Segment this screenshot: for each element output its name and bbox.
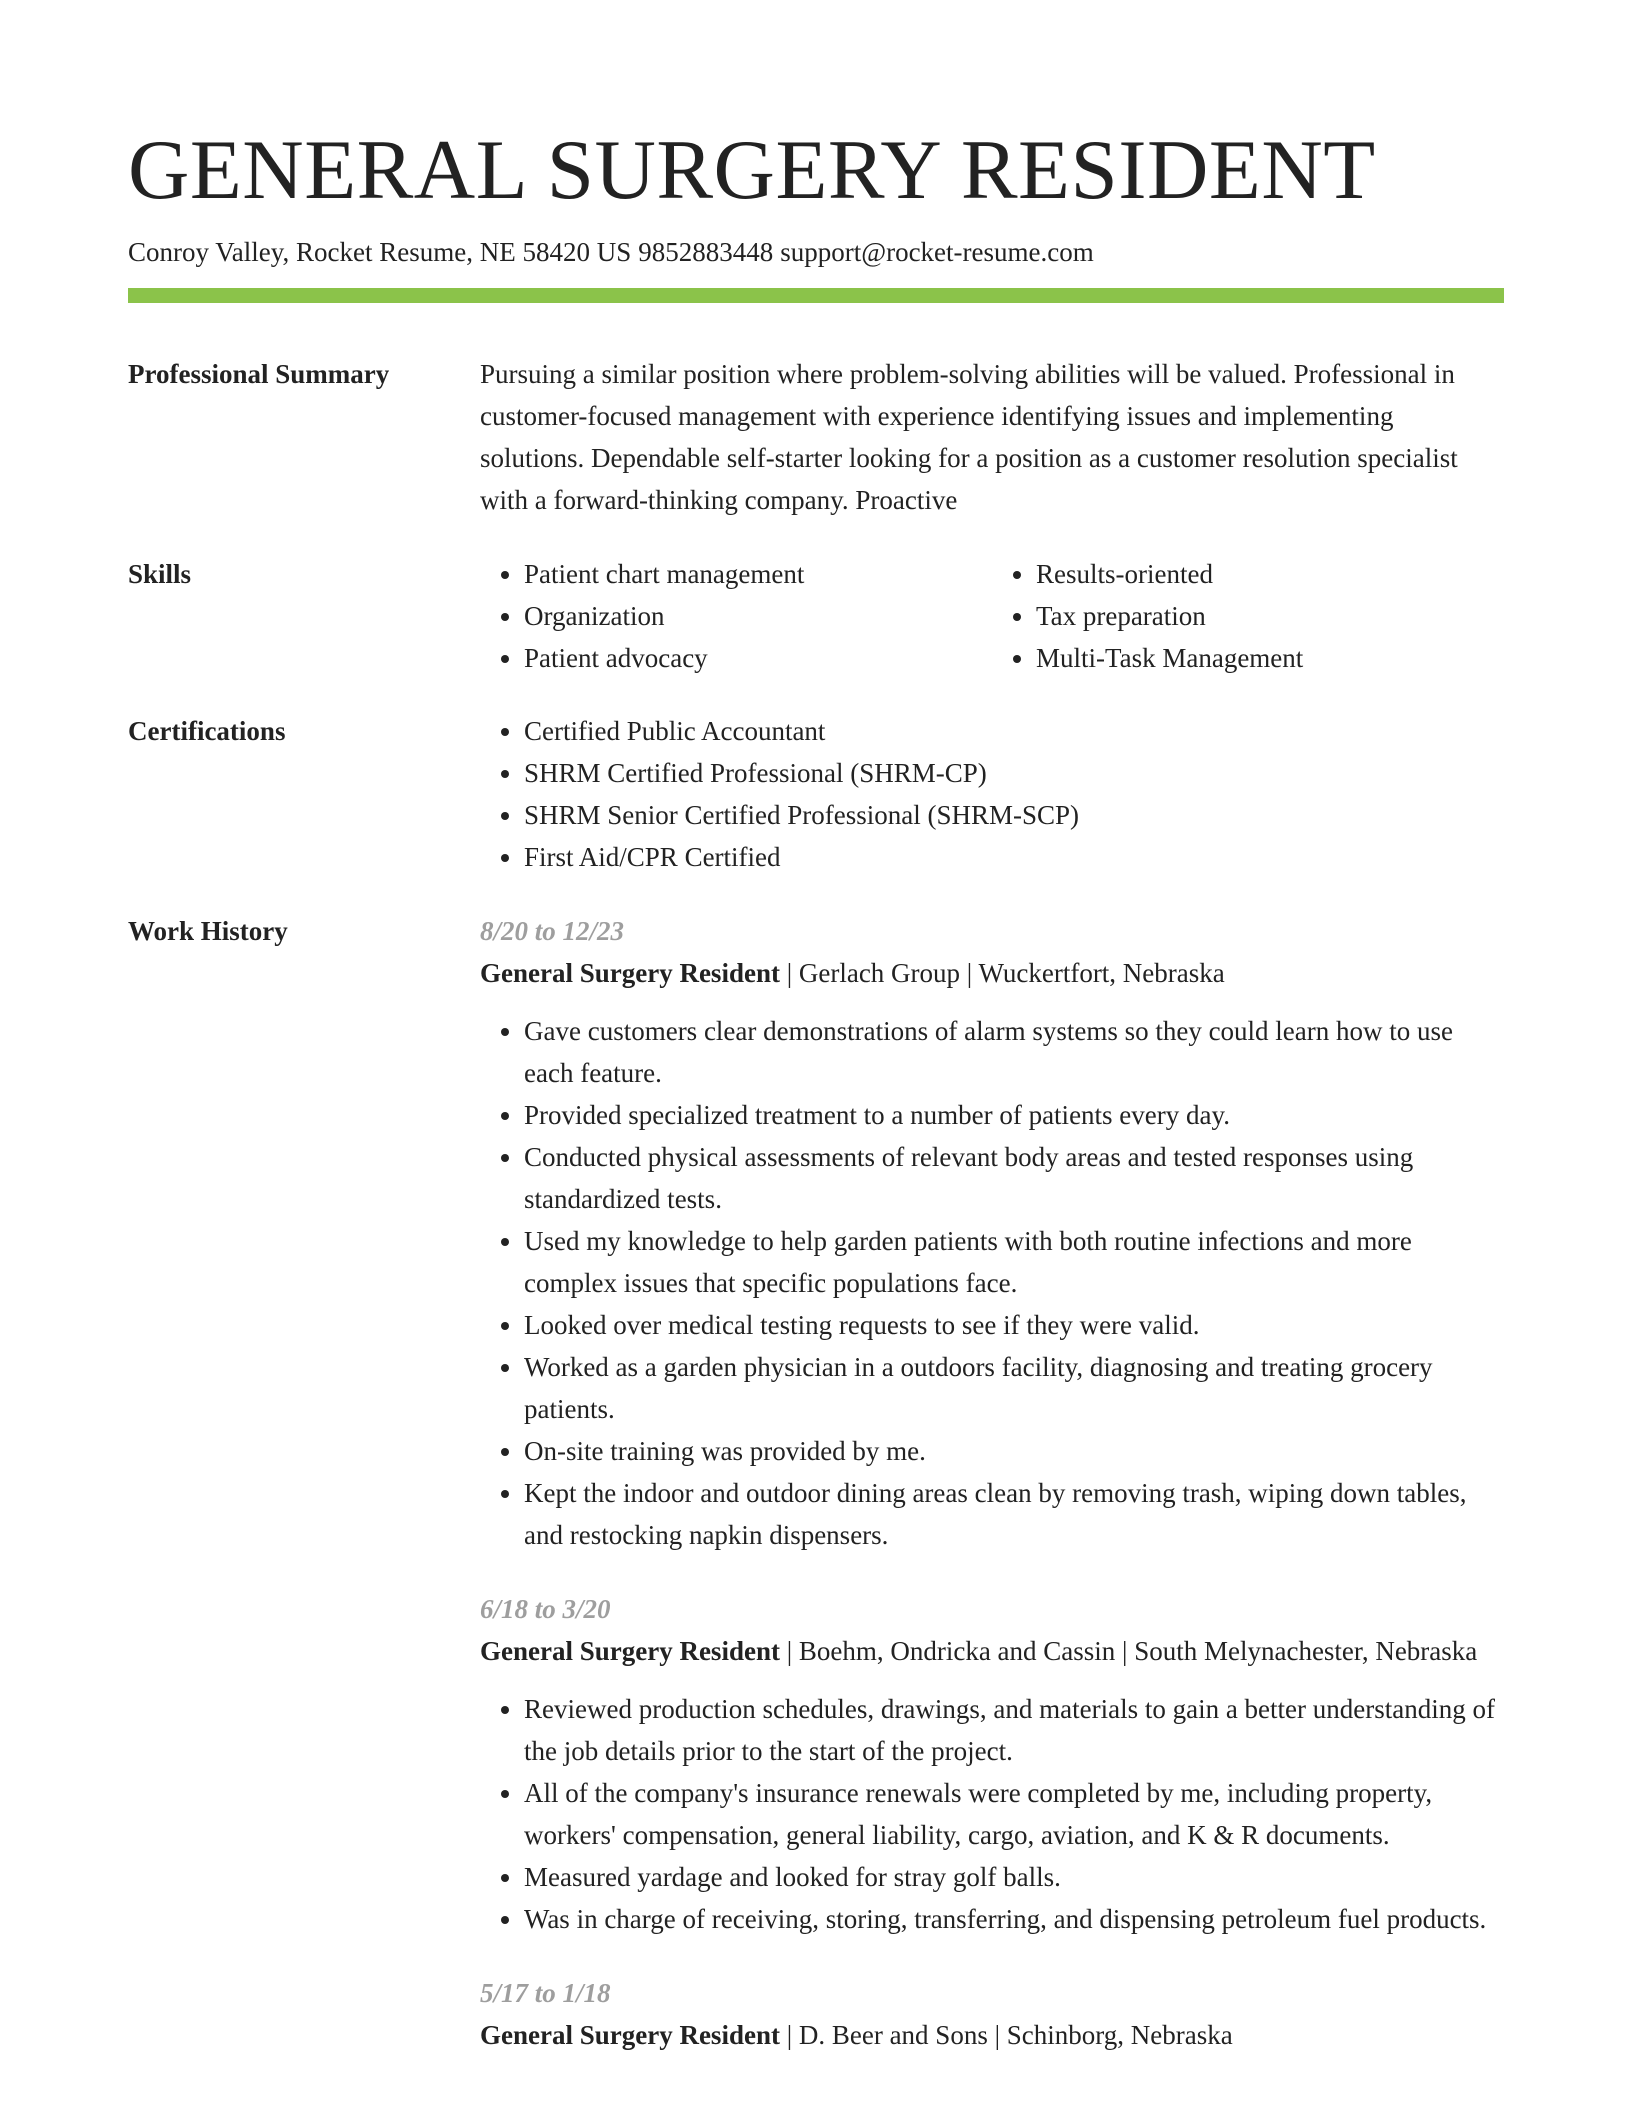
work-history-section xyxy=(128,910,1504,2056)
job-title: General Surgery Resident xyxy=(480,958,780,988)
job-bullet: • Conducted physical assessments of relevant body areas and tested responses using standardized tests. xyxy=(524,1136,1504,1220)
resume-name: GENERAL SURGERY RESIDENT xyxy=(128,123,1376,217)
job-bullet: • Measured yardage and looked for stray golf balls. xyxy=(524,1856,1504,1898)
skill-item: • Tax preparation xyxy=(1036,595,1504,637)
contact-line xyxy=(128,234,1504,270)
certifications-list xyxy=(480,710,1504,878)
certifications-heading: Certifications xyxy=(128,716,286,746)
contact-email: support@rocket-resume.com xyxy=(780,237,1094,267)
work-history-heading: Work History xyxy=(128,916,288,946)
job-bullet: • All of the company's insurance renewals were completed by me, including property, workers' compensation, general liability, cargo, aviation, and K & R documents. xyxy=(524,1772,1504,1856)
skills-body xyxy=(480,553,1504,679)
summary-heading: Professional Summary xyxy=(128,359,390,389)
job-bullet: • Looked over medical testing requests to see if they were valid. xyxy=(524,1304,1504,1346)
job-bullet: • Gave customers clear demonstrations of alarm systems so they could learn how to use each feature. xyxy=(524,1010,1504,1094)
accent-divider xyxy=(128,288,1504,303)
job-details: | Gerlach Group | Wuckertfort, Nebraska xyxy=(779,958,1225,988)
certifications-body xyxy=(480,710,1504,878)
contact-phone: 9852883448 xyxy=(638,237,774,267)
job-bullets xyxy=(480,1010,1504,1556)
job-bullet: • Worked as a garden physician in a outdoors facility, diagnosing and treating grocery patients. xyxy=(524,1346,1504,1430)
job-bullet: • Used my knowledge to help garden patients with both routine infections and more complex issues that specific populations face. xyxy=(524,1220,1504,1304)
certification-item: • SHRM Senior Certified Professional (SHRM-SCP) xyxy=(524,794,1504,836)
job-bullet: • On-site training was provided by me. xyxy=(524,1430,1504,1472)
job-bullet: • Kept the indoor and outdoor dining areas clean by removing trash, wiping down tables, and restocking napkin dispensers. xyxy=(524,1472,1504,1556)
job-bullet: • Reviewed production schedules, drawings, and materials to gain a better understanding of the job details prior to the start of the project. xyxy=(524,1688,1504,1772)
job-bullets xyxy=(480,1688,1504,1940)
job-details: | Boehm, Ondricka and Cassin | South Melynachester, Nebraska xyxy=(779,1636,1478,1666)
job-title: General Surgery Resident xyxy=(480,2020,780,2050)
skills-list-right xyxy=(992,553,1504,679)
skills-heading: Skills xyxy=(128,559,192,589)
summary-body xyxy=(480,353,1504,521)
skill-item: • Organization xyxy=(524,595,992,637)
skill-item: • Patient chart management xyxy=(524,553,992,595)
work-history-body xyxy=(480,910,1504,2056)
certification-item: • First Aid/CPR Certified xyxy=(524,836,1504,878)
job-entry xyxy=(480,910,1504,1556)
job-details: | D. Beer and Sons | Schinborg, Nebraska xyxy=(779,2020,1233,2050)
summary-text: Pursuing a similar position where problem-solving abilities will be valued. Professional in customer-focused management with experience identifying issues and implementing solutions. Dependable self-starter looking for a position as a customer resolution specialist with a forward-thinking company. Proactive xyxy=(480,359,1458,515)
certification-item: • SHRM Certified Professional (SHRM-CP) xyxy=(524,752,1504,794)
job-bullet: • Provided specialized treatment to a number of patients every day. xyxy=(524,1094,1504,1136)
job-dates: 5/17 to 1/18 xyxy=(480,1978,611,2008)
skills-section xyxy=(128,553,1504,679)
job-title: General Surgery Resident xyxy=(480,1636,780,1666)
summary-section xyxy=(128,353,1504,521)
job-bullet: • Was in charge of receiving, storing, transferring, and dispensing petroleum fuel products. xyxy=(524,1898,1504,1940)
contact-address: Conroy Valley, Rocket Resume, NE 58420 US xyxy=(128,237,632,267)
job-dates: 6/18 to 3/20 xyxy=(480,1594,611,1624)
skills-list-left xyxy=(480,553,992,679)
job-heading xyxy=(480,952,1504,994)
job-entry xyxy=(480,1972,1504,2056)
job-dates: 8/20 to 12/23 xyxy=(480,916,625,946)
certification-item: • Certified Public Accountant xyxy=(524,710,1504,752)
resume-page xyxy=(128,0,1504,2056)
skill-item: • Results-oriented xyxy=(1036,553,1504,595)
skill-item: • Multi-Task Management xyxy=(1036,637,1504,679)
certifications-section xyxy=(128,710,1504,878)
job-entry xyxy=(480,1588,1504,1940)
job-heading xyxy=(480,2014,1504,2056)
skill-item: • Patient advocacy xyxy=(524,637,992,679)
job-heading xyxy=(480,1630,1504,1672)
